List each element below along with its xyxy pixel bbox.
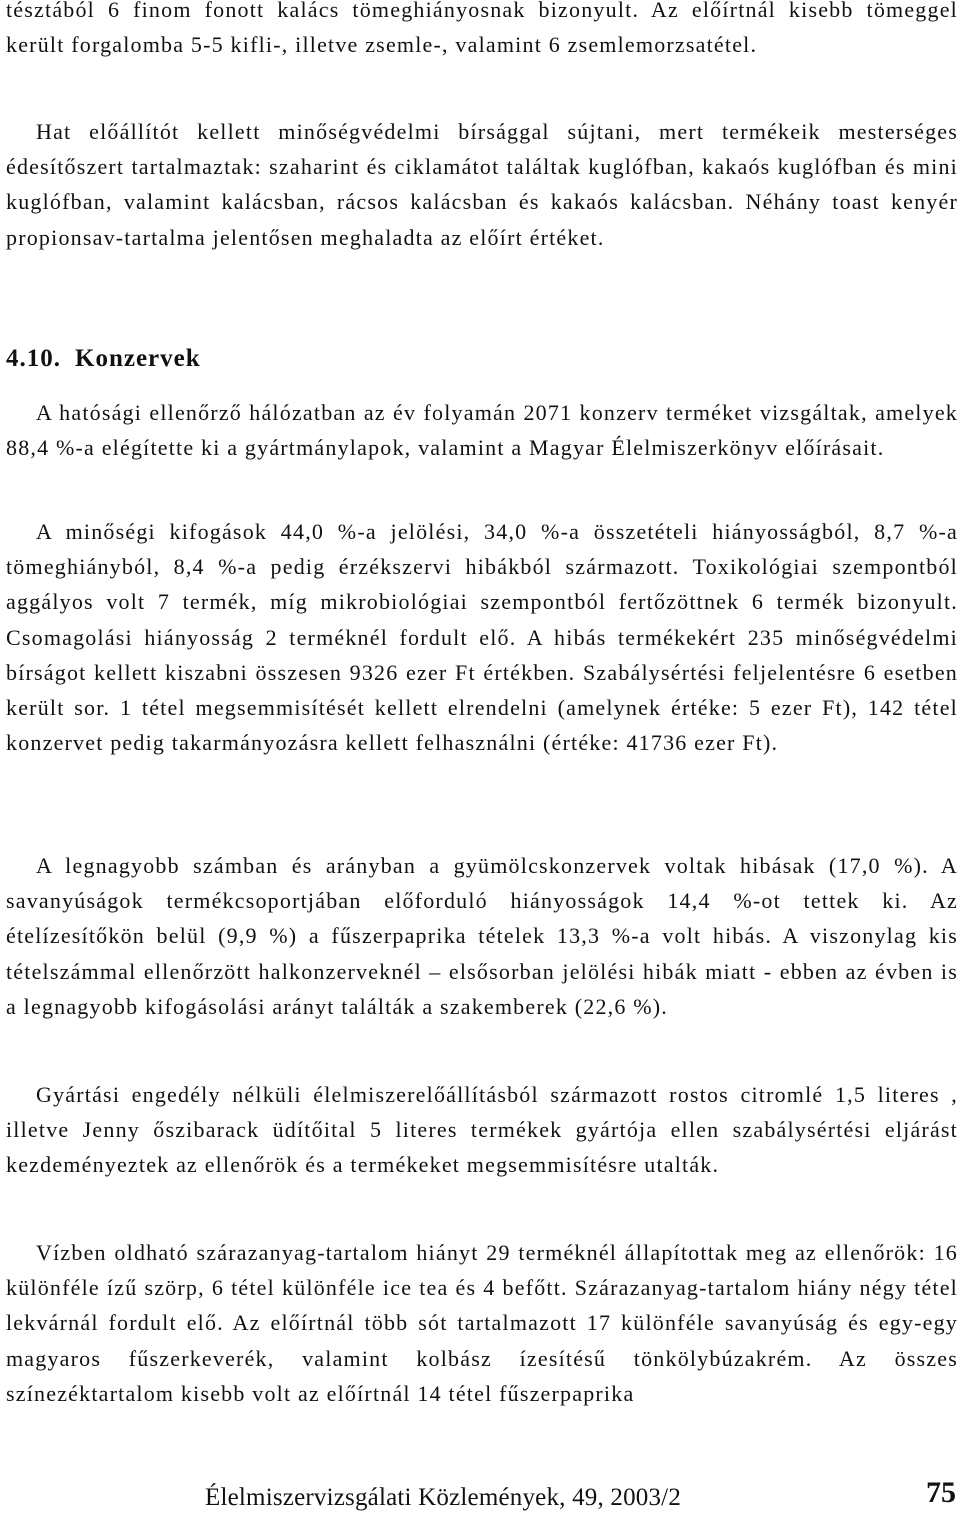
section-heading [6,345,201,373]
paragraph-unlicensed-production: Gyártási engedély nélküli élelmiszerelőállításból származott rostos citromlé 1,5 literes , illetve Jenny őszibarack üdítőital 5 literes termékek gyártója ellen szabálysértési eljárást kezdeményeztek az ellenőrök és a termékeket megsemmisítésre utalták. [6,1082,958,1178]
page-number: 75 [926,1476,956,1509]
paragraph-dry-matter: Vízben oldható szárazanyag-tartalom hiányt 29 terméknél állapítottak meg az ellenőrök: 16 különféle ízű szörp, 6 tétel különféle ice tea és 4 befőtt. Szárazanyag-tartalom hiány négy tétel lekvárnál fordult elő. Az előírtnál több sót tartalmazott 17 különféle savanyúság és egy-egy magyaros fűszerkeverék, valamint kolbász ízesítésű tönkölybúzakrém. Az összes színezéktartalom kisebb volt az előírtnál 14 tétel fűszerpaprika [6,1240,958,1406]
section-number: 4.10. [6,345,61,372]
paragraph-quality-complaints: A minőségi kifogások 44,0 %-a jelölési, 34,0 %-a összetételi hiányosságból, 8,7 %-a tömeghiányból, 8,4 %-a pedig érzékszervi hibákból származott. Toxikológiai szempontból aggályos volt 7 termék, míg mikrobiológiai szempontból fertőzöttnek 6 termék bizonyult. Csomagolási hiányosság 2 terméknél fordult elő. A hibás termékekért 235 minőségvédelmi bírságot kellett kiszabni összesen 9326 ezer Ft értékben. Szabálysértési feljelentésre 6 esetben került sor. 1 tétel megsemmisítését kellett elrendelni (amelynek értéke: 5 ezer Ft), 142 tétel konzervet pedig takarmányozásra kellett felhasználni (értéke: 41736 ezer Ft). [6,519,958,756]
paragraph-product-groups: A legnagyobb számban és arányban a gyümölcskonzervek voltak hibásak (17,0 %). A savanyúságok termékcsoportjában előforduló hiányosságok 14,4 %-ot tettek ki. Az ételízesítőkön belül (9,9 %) a fűszerpaprika tételek 13,3 %-a volt hibás. A viszonylag kis tételszámmal ellenőrzött halkonzerveknél – elsősorban jelölési hibák miatt - ebben az évben is a legnagyobb kifogásolási arányt találták a szakemberek (22,6 %). [6,853,958,1019]
page-footer [0,1476,960,1520]
paragraph-sweetener-fines: Hat előállítót kellett minőségvédelmi bírsággal sújtani, mert termékeik mesterséges édesítőszert tartalmaztak: szaharint és ciklamátot találtak kuglófban, kakaós kuglófban és mini kuglófban, valamint kalácsban, rácsos kalácsban és kakaós kalácsban. Néhány toast kenyér propionsav-tartalma jelentősen meghaladta az előírt értéket. [6,119,958,250]
footer-journal-citation: Élelmiszervizsgálati Közlemények, 49, 2003/2 [205,1484,682,1511]
paragraph-canned-overview: A hatósági ellenőrző hálózatban az év folyamán 2071 konzerv terméket vizsgáltak, amelyek 88,4 %-a elégítette ki a gyártmánylapok, valamint a Magyar Élelmiszerkönyv előírásait. [6,400,958,461]
section-title: Konzervek [75,345,201,372]
paragraph-continued: tésztából 6 finom fonott kalács tömeghiányosnak bizonyult. Az előírtnál kisebb tömeggel került forgalomba 5-5 kifli-, illetve zsemle-, valamint 6 zsemlemorzsatétel. [6,0,958,58]
